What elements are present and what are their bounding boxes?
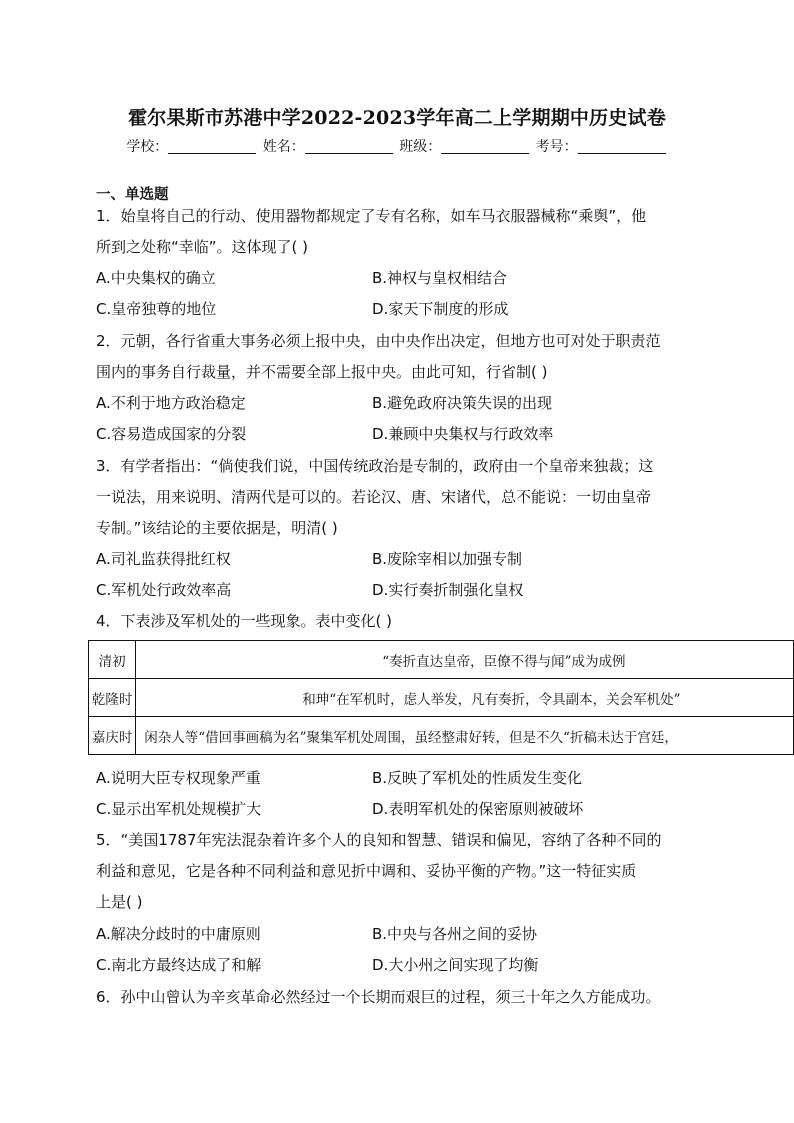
table-row [89,679,794,717]
q1-stem-line-1: 1．始皇将自己的行动、使用器物都规定了专有名称，如车马衣服器械称“乘舆”，他 [96,207,647,225]
q5-option-a: A.解决分歧时的中庸原则 [96,925,261,943]
q3-option-b: B.废除宰相以加强专制 [372,550,523,568]
name-blank [305,139,393,154]
table-row [89,641,794,679]
class-label: 班级： [399,139,442,155]
q3-stem-line-3: 专制。”该结论的主要依据是，明清( ) [96,519,338,537]
q3-stem-line-1: 3．有学者指出：“倘使我们说，中国传统政治是专制的，政府由一个皇帝来独裁；这 [96,457,654,475]
section-heading: 一、单选题 [96,187,169,203]
q5-stem-line-1: 5．“美国1787年宪法混杂着许多个人的良知和智慧、错误和偏见，容纳了各种不同的 [96,831,662,849]
q4-option-c: C.显示出军机处规模扩大 [96,800,262,818]
q1-stem-line-2: 所到之处称“幸临”。这体现了( ) [96,238,309,256]
q5-stem-line-2: 利益和意见，它是各种不同利益和意见折中调和、妥协平衡的产物。”这一特征实质 [96,862,637,880]
school-label: 学校： [126,139,169,155]
q5-option-c: C.南北方最终达成了和解 [96,956,262,974]
period-cell: 清初 [89,641,136,679]
class-blank [441,139,529,154]
q1-option-a: A.中央集权的确立 [96,269,216,287]
exam-number-label: 考号： [535,139,578,155]
exam-title: 霍尔果斯市苏港中学2022-2023学年高二上学期期中历史试卷 [128,107,666,129]
q2-stem-line-1: 2．元朝，各行省重大事务必须上报中央，由中央作出决定，但地方也可对处于职责范 [96,332,661,350]
q5-stem-line-3: 上是( ) [96,893,143,911]
q5-option-b: B.中央与各州之间的妥协 [372,925,538,943]
q4-option-a: A.说明大臣专权现象严重 [96,769,261,787]
school-blank [168,139,256,154]
q4-option-b: B.反映了军机处的性质发生变化 [372,769,583,787]
period-cell: 嘉庆时 [89,717,136,755]
q3-option-a: A.司礼监获得批红权 [96,550,231,568]
q5-option-d: D.大小州之间实现了均衡 [372,956,539,974]
q3-stem-line-2: 一说法，用来说明、清两代是可以的。若论汉、唐、宋诸代，总不能说：一切由皇帝 [96,488,652,506]
military-council-table [88,640,794,755]
q4-stem-line-1: 4．下表涉及军机处的一些现象。表中变化( ) [96,612,393,630]
q3-option-c: C.军机处行政效率高 [96,581,232,599]
period-cell: 乾隆时 [89,679,136,717]
q2-option-a: A.不利于地方政治稳定 [96,394,246,412]
q2-option-d: D.兼顾中央集权与行政效率 [372,425,554,443]
q1-option-c: C.皇帝独尊的地位 [96,300,217,318]
exam-number-blank [578,139,666,154]
phenomenon-cell: 和珅“在军机时，虑人举发，凡有奏折，令具副本，关会军机处” [136,679,794,717]
q1-option-b: B.神权与皇权相结合 [372,269,508,287]
q2-option-c: C.容易造成国家的分裂 [96,425,247,443]
student-info-line [0,136,794,156]
q2-stem-line-2: 围内的事务自行裁量，并不需要全部上报中央。由此可知，行省制( ) [96,363,548,381]
phenomenon-cell: 闲杂人等“借回事画稿为名”聚集军机处周围，虽经整肃好转，但是不久“折稿未达于宫廷， [136,717,794,755]
q2-option-b: B.避免政府决策失误的出现 [372,394,553,412]
phenomenon-cell: “奏折直达皇帝，臣僚不得与闻”成为成例 [136,641,794,679]
q3-option-d: D.实行奏折制强化皇权 [372,581,524,599]
table-row [89,717,794,755]
q4-option-d: D.表明军机处的保密原则被破坏 [372,800,584,818]
q1-option-d: D.家天下制度的形成 [372,300,509,318]
name-label: 姓名： [262,139,305,155]
q6-stem-line-1: 6．孙中山曾认为辛亥革命必然经过一个长期而艰巨的过程，须三十年之久方能成功。 [96,988,661,1006]
